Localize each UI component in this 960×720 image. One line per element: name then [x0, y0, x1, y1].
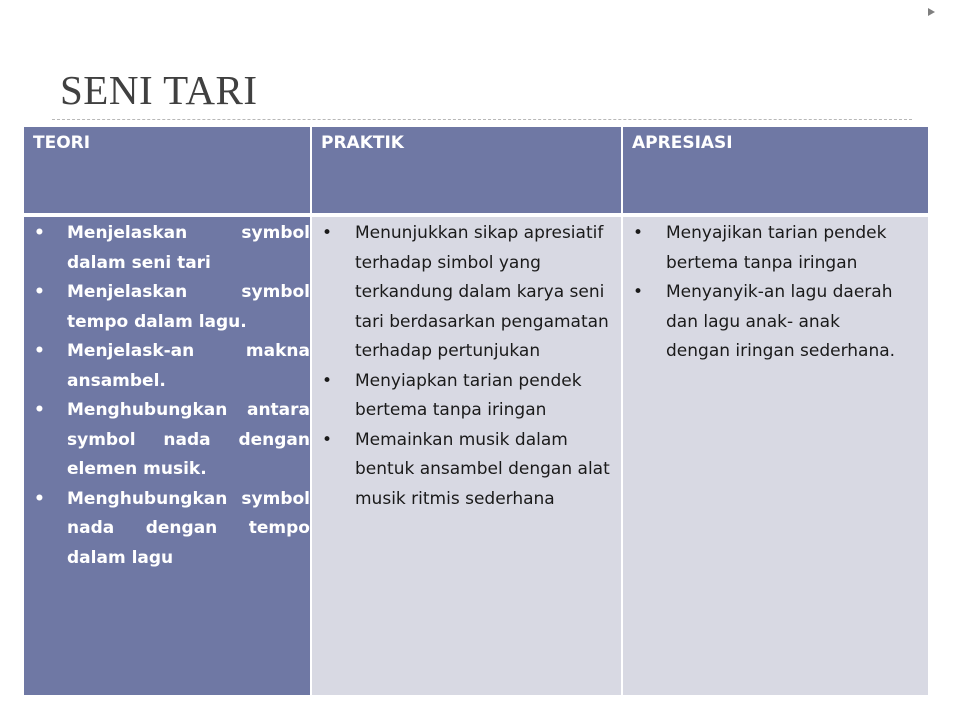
bullet-icon: •	[322, 370, 333, 391]
list-item-text: Menghubungkan symbol nada dengan tempo dalam lagu	[67, 488, 310, 568]
list-item-text: Menjelaskan symbol tempo dalam lagu.	[67, 282, 310, 332]
list-item	[24, 219, 310, 278]
bullet-icon: •	[322, 223, 333, 243]
apresiasi-list	[623, 217, 928, 367]
praktik-list	[312, 217, 621, 514]
bullet-icon: •	[633, 282, 644, 302]
bullet-icon: •	[322, 429, 333, 450]
list-item-text: Menunjukkan sikap apresiatif terhadap simbol yang terkandung dalam karya seni tari berdasarkan pengamatan terhadap pertunjukan	[355, 223, 609, 361]
list-item-text: Menyanyik-an lagu daerah dan lagu anak- anak dengan iringan sederhana.	[666, 282, 896, 361]
list-item	[24, 485, 310, 574]
cell-teori	[24, 217, 310, 695]
header-apresiasi: APRESIASI	[623, 127, 928, 213]
list-item-text: Menjelaskan symbol dalam seni tari	[67, 223, 310, 273]
bullet-icon: •	[34, 488, 45, 509]
slide-title: SENI TARI	[60, 67, 258, 113]
bullet-icon: •	[34, 400, 45, 420]
list-item-text: Menghubungkan antara symbol nada dengan elemen musik.	[67, 400, 310, 479]
header-teori: TEORI	[24, 127, 310, 213]
list-item-text: Menyiapkan tarian pendek bertema tanpa iringan	[355, 370, 582, 420]
list-item	[24, 337, 310, 396]
list-item-text: Memainkan musik dalam bentuk ansambel dengan alat musik ritmis sederhana	[355, 429, 610, 509]
list-item	[312, 426, 621, 515]
bullet-icon: •	[34, 341, 45, 361]
curriculum-table	[24, 127, 928, 695]
list-item	[24, 278, 310, 337]
cell-praktik	[312, 217, 621, 695]
title-divider	[52, 119, 912, 120]
corner-triangle-icon	[928, 8, 935, 16]
bullet-icon: •	[34, 223, 45, 243]
list-item	[312, 367, 621, 426]
list-item-text: Menyajikan tarian pendek bertema tanpa iringan	[666, 223, 887, 273]
list-item	[623, 219, 928, 278]
list-item-text: Menjelask-an makna ansambel.	[67, 341, 310, 391]
bullet-icon: •	[633, 223, 644, 243]
cell-apresiasi	[623, 217, 928, 695]
header-praktik: PRAKTIK	[312, 127, 621, 213]
list-item	[623, 278, 928, 367]
list-item	[312, 219, 621, 367]
list-item	[24, 396, 310, 485]
bullet-icon: •	[34, 282, 45, 302]
teori-list	[24, 217, 310, 573]
